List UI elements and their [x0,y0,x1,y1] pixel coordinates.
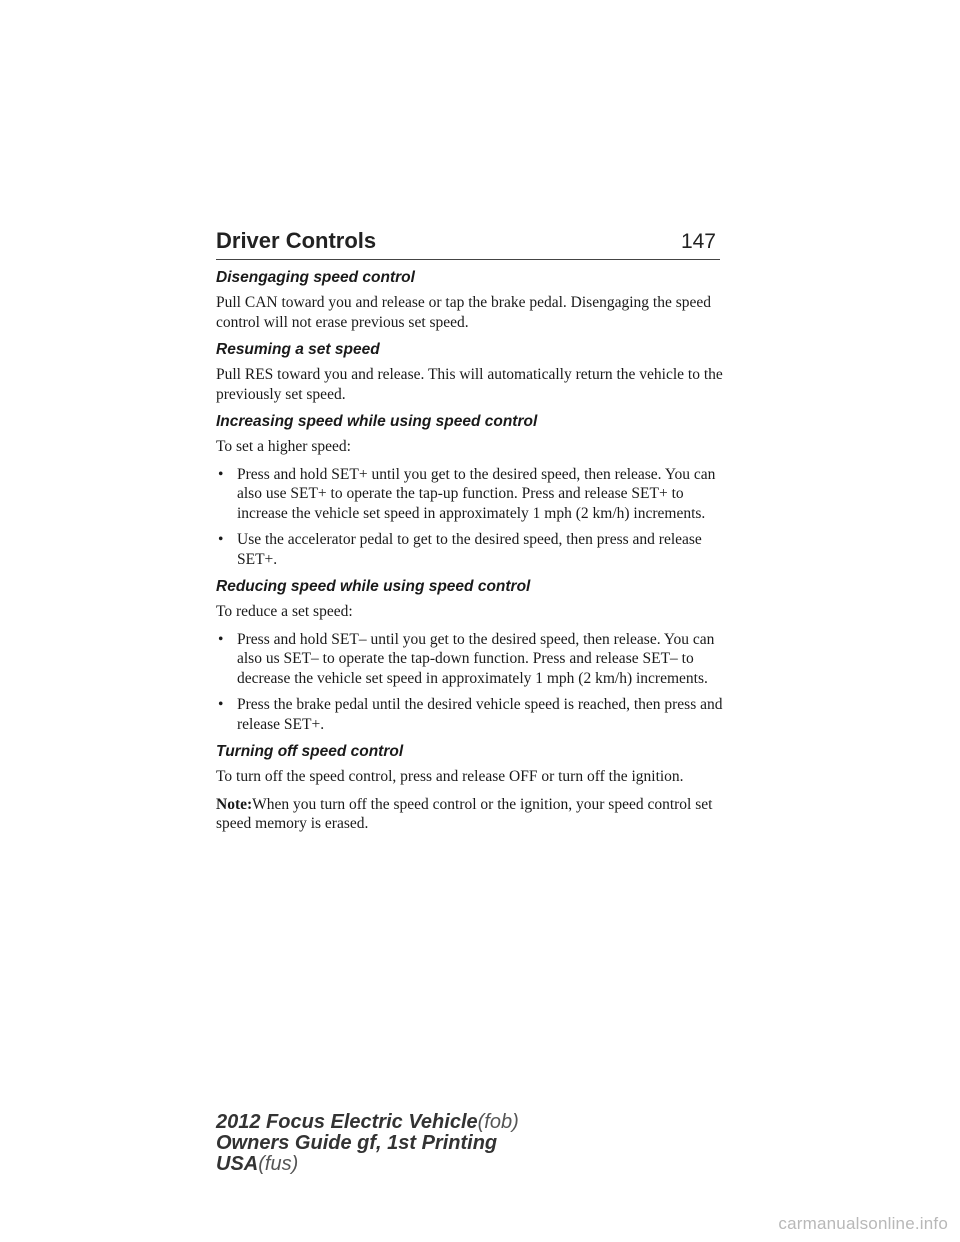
paragraph: Pull CAN toward you and release or tap the brake pedal. Disengaging the speed control will not erase previous set speed. [216,294,711,331]
footer-line-3 [216,1154,519,1175]
note-label: Note: [216,795,253,813]
bullet-glyph: • [218,531,224,548]
footer-line-2 [216,1133,519,1154]
page-number: 147 [680,230,716,253]
paragraph: To set a higher speed: [216,438,351,455]
print-footer [216,1112,519,1175]
footer-model: 2012 Focus Electric Vehicle [216,1111,478,1133]
page-header [216,228,720,254]
list-item-text: Press and hold SET– until you get to the desired speed, then release. You can also us SET– to operate the tap-down function. Press and release SET– to decrease the vehicle set speed in approximately 1 mph (2 km/h) increments. [237,630,715,687]
section-resuming [216,340,724,404]
section-heading: Turning off speed control [216,743,404,760]
bullet-list [216,465,724,570]
footer-market: USA [216,1153,259,1175]
section-disengaging [216,268,724,332]
bullet-glyph: • [218,630,224,648]
footer-market-code: (fus) [258,1153,299,1175]
section-heading: Disengaging speed control [216,269,415,286]
list-item-text: Press and hold SET+ until you get to the desired speed, then release. You can also use SET+ to operate the tap-up function. Press and release SET+ to increase the vehicle set speed in approximately 1 mph (2 km/h) increments. [237,465,716,522]
note [216,795,724,834]
chapter-title: Driver Controls [216,228,377,253]
bullet-glyph: • [218,465,224,483]
list-item [216,465,724,524]
page-body [216,268,724,842]
section-heading: Reducing speed while using speed control [216,578,531,595]
list-item-text: Press the brake pedal until the desired vehicle speed is reached, then press and release SET+. [237,696,723,733]
paragraph: To turn off the speed control, press and release OFF or turn off the ignition. [216,768,684,785]
section-heading: Resuming a set speed [216,341,380,358]
section-turning-off [216,742,724,834]
bullet-glyph: • [218,696,224,713]
list-item-text: Use the accelerator pedal to get to the desired speed, then press and release SET+. [237,531,702,568]
watermark: carmanualsonline.info [778,1214,948,1233]
section-increasing [216,412,724,569]
paragraph: To reduce a set speed: [216,603,353,620]
footer-line-1 [216,1112,519,1133]
list-item [216,695,724,734]
footer-model-code: (fob) [477,1111,519,1133]
bullet-list [216,630,724,735]
list-item [216,630,724,689]
note-text: When you turn off the speed control or the ignition, your speed control set speed memory is erased. [216,795,713,832]
list-item [216,530,724,569]
footer-guide: Owners Guide gf, 1st Printing [216,1132,498,1154]
section-reducing [216,577,724,734]
paragraph: Pull RES toward you and release. This will automatically return the vehicle to the previously set speed. [216,366,723,403]
header-divider [216,259,720,260]
section-heading: Increasing speed while using speed control [216,413,538,430]
